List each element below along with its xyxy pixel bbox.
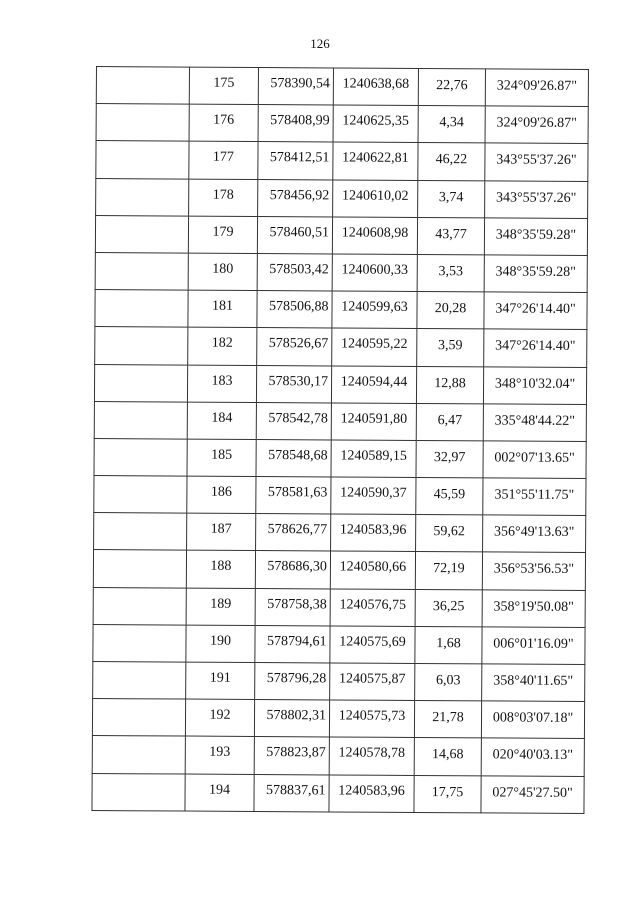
empty-cell bbox=[96, 141, 189, 179]
point-number-cell bbox=[185, 699, 254, 737]
x-coordinate-cell bbox=[254, 737, 329, 775]
point-number-text: 193 bbox=[209, 745, 231, 761]
table-row bbox=[96, 178, 588, 218]
table-row bbox=[95, 215, 587, 255]
point-number-text: 186 bbox=[210, 484, 232, 500]
x-coordinate-cell bbox=[256, 365, 331, 403]
direction-angle-text: 358°19'50.08" bbox=[493, 599, 574, 615]
y-coordinate-cell bbox=[331, 477, 416, 515]
y-coordinate-cell bbox=[330, 663, 415, 701]
distance-cell bbox=[415, 663, 482, 701]
direction-angle-cell bbox=[484, 218, 587, 256]
x-coordinate-cell bbox=[257, 328, 332, 366]
table-row bbox=[96, 104, 588, 144]
x-coordinate-cell bbox=[258, 142, 333, 180]
direction-angle-cell bbox=[481, 738, 584, 776]
distance-text: 22,76 bbox=[436, 78, 468, 94]
point-number-cell bbox=[189, 67, 258, 105]
point-number-cell bbox=[188, 253, 257, 291]
y-coordinate-text: 1240576,75 bbox=[339, 597, 407, 613]
empty-cell bbox=[94, 438, 187, 476]
x-coordinate-cell bbox=[254, 700, 329, 738]
y-coordinate-text: 1240590,37 bbox=[340, 485, 407, 501]
distance-text: 43,77 bbox=[435, 226, 467, 243]
point-number-text: 180 bbox=[212, 261, 234, 277]
distance-cell bbox=[417, 217, 484, 255]
x-coordinate-text: 578408,99 bbox=[270, 113, 330, 129]
x-coordinate-text: 578686,30 bbox=[267, 559, 327, 575]
x-coordinate-cell bbox=[255, 625, 330, 663]
point-number-text: 181 bbox=[211, 298, 234, 314]
table-row bbox=[95, 327, 587, 367]
direction-angle-cell bbox=[484, 255, 587, 293]
point-number-text: 182 bbox=[211, 336, 233, 352]
empty-cell bbox=[96, 104, 189, 142]
direction-angle-text: 335°48'44.22" bbox=[494, 413, 576, 429]
point-number-text: 175 bbox=[213, 75, 235, 91]
x-coordinate-cell bbox=[255, 662, 330, 700]
distance-cell bbox=[418, 143, 485, 181]
empty-cell bbox=[96, 178, 189, 216]
distance-text: 14,68 bbox=[432, 747, 464, 763]
distance-cell bbox=[415, 552, 482, 590]
direction-angle-cell bbox=[484, 329, 587, 367]
distance-text: 4,34 bbox=[439, 115, 464, 131]
y-coordinate-text: 1240599,63 bbox=[341, 299, 408, 316]
point-number-text: 187 bbox=[210, 521, 232, 538]
table-row bbox=[95, 290, 587, 330]
y-coordinate-text: 1240583,96 bbox=[338, 783, 405, 799]
direction-angle-text: 006°01'16.09" bbox=[493, 636, 574, 652]
point-number-text: 183 bbox=[211, 373, 233, 389]
table-row bbox=[95, 252, 587, 292]
empty-cell bbox=[93, 550, 186, 588]
y-coordinate-text: 1240580,66 bbox=[339, 559, 407, 576]
y-coordinate-text: 1240610,02 bbox=[341, 188, 409, 204]
empty-cell bbox=[93, 587, 186, 625]
x-coordinate-text: 578390,54 bbox=[270, 76, 330, 92]
x-coordinate-text: 578758,38 bbox=[267, 596, 327, 613]
point-number-cell bbox=[186, 550, 255, 588]
direction-angle-cell bbox=[483, 441, 586, 479]
table-row bbox=[94, 438, 586, 478]
x-coordinate-text: 578526,67 bbox=[268, 336, 329, 352]
y-coordinate-cell bbox=[329, 775, 414, 813]
empty-cell bbox=[92, 773, 185, 811]
distance-text: 3,74 bbox=[438, 189, 464, 205]
direction-angle-text: 348°35'59.28" bbox=[495, 264, 576, 280]
distance-text: 45,59 bbox=[433, 487, 466, 503]
direction-angle-text: 356°53'56.53" bbox=[493, 561, 575, 578]
direction-angle-cell bbox=[483, 515, 586, 553]
x-coordinate-cell bbox=[255, 551, 330, 589]
point-number-cell bbox=[186, 662, 255, 700]
coordinates-table-sheet bbox=[91, 66, 589, 814]
table-row bbox=[94, 476, 586, 516]
direction-angle-cell bbox=[485, 180, 588, 218]
direction-angle-cell bbox=[482, 552, 585, 590]
direction-angle-text: 008°03'07.18" bbox=[492, 710, 574, 727]
table-row bbox=[94, 364, 586, 404]
table-row bbox=[93, 550, 585, 590]
x-coordinate-text: 578542,78 bbox=[268, 410, 328, 427]
empty-cell bbox=[94, 476, 187, 514]
y-coordinate-cell bbox=[333, 180, 418, 218]
distance-cell bbox=[416, 478, 483, 516]
y-coordinate-text: 1240575,69 bbox=[339, 634, 406, 650]
point-number-cell bbox=[186, 588, 255, 626]
distance-text: 17,75 bbox=[431, 784, 464, 800]
point-number-text: 189 bbox=[210, 596, 232, 612]
direction-angle-cell bbox=[481, 775, 584, 813]
x-coordinate-cell bbox=[258, 67, 333, 105]
point-number-text: 194 bbox=[209, 782, 231, 798]
distance-cell bbox=[414, 775, 481, 813]
point-number-text: 177 bbox=[212, 150, 234, 166]
direction-angle-cell bbox=[485, 143, 588, 181]
point-number-cell bbox=[189, 104, 258, 142]
direction-angle-text: 002°07'13.65" bbox=[494, 450, 575, 466]
point-number-text: 192 bbox=[209, 707, 231, 724]
table-row bbox=[94, 513, 586, 553]
x-coordinate-cell bbox=[257, 253, 332, 291]
direction-angle-text: 348°10'32.04" bbox=[494, 375, 576, 392]
x-coordinate-cell bbox=[258, 179, 333, 217]
point-number-cell bbox=[189, 179, 258, 217]
point-number-text: 184 bbox=[211, 410, 233, 426]
x-coordinate-text: 578506,88 bbox=[268, 299, 329, 315]
point-number-cell bbox=[185, 774, 254, 812]
empty-cell bbox=[93, 624, 186, 662]
distance-cell bbox=[416, 403, 483, 441]
distance-text: 12,88 bbox=[434, 375, 466, 391]
point-number-cell bbox=[188, 327, 257, 365]
x-coordinate-cell bbox=[257, 291, 332, 329]
point-number-cell bbox=[185, 736, 254, 774]
distance-cell bbox=[418, 106, 485, 144]
y-coordinate-text: 1240575,87 bbox=[338, 671, 406, 687]
distance-cell bbox=[415, 626, 482, 664]
table-row bbox=[96, 141, 588, 181]
y-coordinate-text: 1240600,33 bbox=[341, 262, 409, 278]
direction-angle-cell bbox=[485, 106, 588, 144]
distance-text: 36,25 bbox=[432, 598, 465, 614]
y-coordinate-text: 1240575,73 bbox=[338, 708, 406, 725]
direction-angle-cell bbox=[481, 701, 584, 739]
point-number-cell bbox=[186, 625, 255, 663]
direction-angle-text: 324°09'26.87" bbox=[496, 78, 578, 94]
table-row bbox=[92, 699, 584, 739]
distance-text: 6,03 bbox=[435, 673, 461, 689]
distance-text: 46,22 bbox=[435, 152, 468, 168]
y-coordinate-cell bbox=[330, 589, 415, 627]
point-number-cell bbox=[188, 216, 257, 254]
x-coordinate-text: 578794,61 bbox=[266, 633, 327, 650]
table-row bbox=[92, 773, 584, 813]
direction-angle-text: 347°26'14.40" bbox=[495, 338, 576, 355]
x-coordinate-cell bbox=[257, 216, 332, 254]
y-coordinate-cell bbox=[333, 105, 418, 143]
distance-cell bbox=[417, 329, 484, 367]
empty-cell bbox=[95, 252, 188, 290]
y-coordinate-text: 1240589,15 bbox=[340, 448, 407, 464]
x-coordinate-cell bbox=[256, 514, 331, 552]
y-coordinate-text: 1240625,35 bbox=[342, 113, 409, 130]
empty-cell bbox=[95, 290, 188, 328]
y-coordinate-text: 1240594,44 bbox=[340, 374, 408, 390]
y-coordinate-cell bbox=[332, 291, 417, 329]
point-number-cell bbox=[187, 402, 256, 440]
distance-text: 3,59 bbox=[438, 338, 463, 354]
y-coordinate-cell bbox=[329, 737, 414, 775]
point-number-text: 178 bbox=[212, 187, 234, 203]
y-coordinate-cell bbox=[332, 254, 417, 292]
point-number-text: 179 bbox=[212, 224, 234, 240]
distance-text: 20,28 bbox=[434, 301, 467, 317]
direction-angle-cell bbox=[485, 69, 588, 107]
x-coordinate-cell bbox=[256, 439, 331, 477]
point-number-text: 176 bbox=[213, 112, 235, 129]
distance-cell bbox=[414, 701, 481, 739]
y-coordinate-cell bbox=[330, 551, 415, 589]
page-number: 126 bbox=[310, 36, 330, 51]
direction-angle-cell bbox=[483, 404, 586, 442]
x-coordinate-text: 578823,87 bbox=[266, 745, 326, 761]
direction-angle-text: 348°35'59.28" bbox=[495, 227, 577, 243]
direction-angle-text: 347°26'14.40" bbox=[495, 301, 576, 318]
distance-cell bbox=[414, 738, 481, 776]
distance-text: 1,68 bbox=[436, 635, 461, 652]
coordinates-table-body bbox=[92, 67, 589, 814]
y-coordinate-text: 1240622,81 bbox=[342, 150, 409, 167]
empty-cell bbox=[96, 67, 189, 105]
direction-angle-cell bbox=[482, 589, 585, 627]
y-coordinate-text: 1240638,68 bbox=[342, 76, 410, 92]
y-coordinate-cell bbox=[333, 68, 418, 106]
x-coordinate-text: 578456,92 bbox=[269, 187, 330, 203]
distance-cell bbox=[416, 440, 483, 478]
x-coordinate-text: 578581,63 bbox=[267, 485, 328, 501]
y-coordinate-cell bbox=[332, 328, 417, 366]
table-row bbox=[92, 736, 584, 776]
point-number-text: 188 bbox=[210, 559, 232, 575]
direction-angle-text: 027°45'27.50" bbox=[492, 784, 573, 801]
distance-text: 3,53 bbox=[438, 264, 464, 280]
x-coordinate-text: 578548,68 bbox=[268, 447, 328, 464]
point-number-text: 191 bbox=[209, 670, 231, 686]
distance-text: 21,78 bbox=[432, 710, 464, 726]
point-number-cell bbox=[187, 476, 256, 514]
empty-cell bbox=[92, 736, 185, 774]
distance-text: 6,47 bbox=[437, 412, 463, 428]
x-coordinate-text: 578530,17 bbox=[268, 373, 329, 389]
empty-cell bbox=[94, 364, 187, 402]
distance-cell bbox=[418, 68, 485, 106]
empty-cell bbox=[92, 699, 185, 737]
point-number-cell bbox=[187, 365, 256, 403]
x-coordinate-text: 578626,77 bbox=[267, 522, 328, 538]
y-coordinate-cell bbox=[332, 217, 417, 255]
empty-cell bbox=[94, 513, 187, 551]
distance-text: 59,62 bbox=[433, 524, 465, 540]
point-number-text: 185 bbox=[211, 447, 233, 463]
table-row bbox=[94, 401, 586, 441]
direction-angle-cell bbox=[484, 292, 587, 330]
y-coordinate-text: 1240595,22 bbox=[341, 336, 408, 353]
direction-angle-text: 020°40'03.13" bbox=[492, 747, 574, 764]
x-coordinate-text: 578503,42 bbox=[269, 261, 329, 278]
y-coordinate-text: 1240608,98 bbox=[341, 225, 409, 241]
empty-cell bbox=[93, 661, 186, 699]
direction-angle-cell bbox=[482, 627, 585, 665]
x-coordinate-text: 578412,51 bbox=[269, 150, 330, 166]
distance-cell bbox=[416, 366, 483, 404]
point-number-cell bbox=[188, 290, 257, 328]
point-number-cell bbox=[187, 439, 256, 477]
y-coordinate-cell bbox=[330, 626, 415, 664]
point-number-cell bbox=[187, 513, 256, 551]
x-coordinate-cell bbox=[256, 477, 331, 515]
distance-cell bbox=[415, 589, 482, 627]
x-coordinate-text: 578802,31 bbox=[266, 708, 327, 724]
direction-angle-text: 343°55'37.26" bbox=[495, 190, 577, 206]
distance-cell bbox=[416, 515, 483, 553]
direction-angle-cell bbox=[483, 366, 586, 404]
direction-angle-text: 356°49'13.63" bbox=[493, 524, 575, 541]
coordinates-table bbox=[91, 66, 589, 814]
x-coordinate-cell bbox=[255, 588, 330, 626]
direction-angle-text: 351°55'11.75" bbox=[494, 487, 575, 503]
direction-angle-text: 324°09'26.87" bbox=[496, 115, 577, 132]
empty-cell bbox=[95, 327, 188, 365]
table-row bbox=[93, 624, 585, 664]
x-coordinate-cell bbox=[258, 105, 333, 143]
distance-text: 72,19 bbox=[433, 561, 465, 577]
y-coordinate-cell bbox=[331, 403, 416, 441]
y-coordinate-cell bbox=[329, 700, 414, 738]
table-row bbox=[96, 67, 588, 107]
y-coordinate-cell bbox=[331, 514, 416, 552]
table-row bbox=[93, 661, 585, 701]
empty-cell bbox=[94, 401, 187, 439]
direction-angle-text: 358°40'11.65" bbox=[493, 673, 574, 689]
distance-text: 32,97 bbox=[433, 449, 466, 466]
direction-angle-cell bbox=[483, 478, 586, 516]
y-coordinate-cell bbox=[331, 440, 416, 478]
empty-cell bbox=[95, 215, 188, 253]
direction-angle-text: 343°55'37.26" bbox=[496, 152, 577, 169]
y-coordinate-cell bbox=[331, 365, 416, 403]
distance-cell bbox=[417, 254, 484, 292]
y-coordinate-text: 1240591,80 bbox=[340, 411, 408, 427]
y-coordinate-text: 1240578,78 bbox=[338, 745, 406, 762]
x-coordinate-text: 578796,28 bbox=[266, 671, 327, 687]
x-coordinate-text: 578460,51 bbox=[269, 224, 330, 241]
x-coordinate-cell bbox=[254, 774, 329, 812]
x-coordinate-cell bbox=[256, 402, 331, 440]
point-number-cell bbox=[189, 141, 258, 179]
y-coordinate-text: 1240583,96 bbox=[339, 522, 407, 539]
table-row bbox=[93, 587, 585, 627]
direction-angle-cell bbox=[482, 664, 585, 702]
distance-cell bbox=[418, 180, 485, 218]
y-coordinate-cell bbox=[333, 142, 418, 180]
point-number-text: 190 bbox=[209, 633, 232, 649]
x-coordinate-text: 578837,61 bbox=[266, 782, 326, 798]
distance-cell bbox=[417, 292, 484, 330]
